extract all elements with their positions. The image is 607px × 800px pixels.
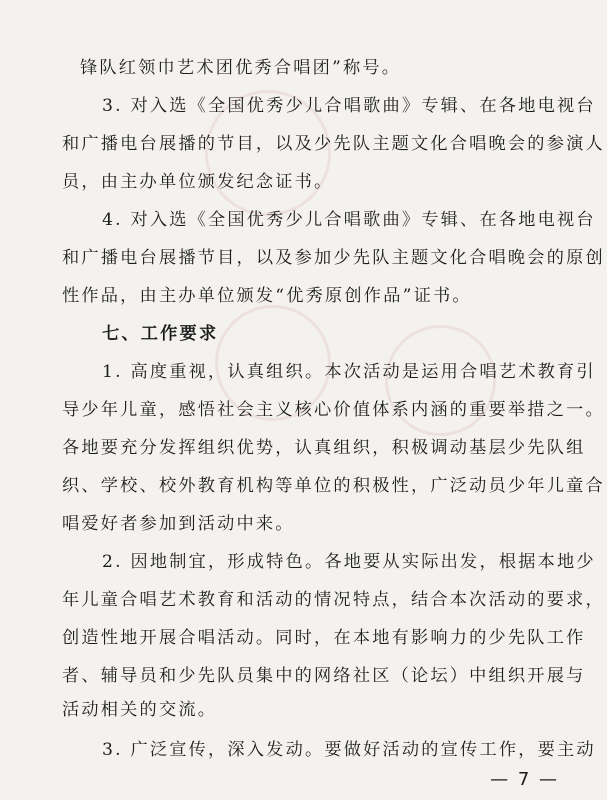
text-line-15: 年儿童合唱艺术教育和活动的情况特点，结合本次活动的要求， <box>62 590 605 610</box>
text-line-14: 2. 因地制宜，形成特色。各地要从实际出发，根据本地少 <box>102 552 596 572</box>
text-line-13: 唱爱好者参加到活动中来。 <box>62 514 295 534</box>
text-line-10: 导少年儿童，感悟社会主义核心价值体系内涵的重要举措之一。 <box>62 400 605 420</box>
text-line-12: 织、学校、校外教育机构等单位的积极性，广泛动员少年儿童合 <box>62 476 605 496</box>
text-line-2: 3. 对入选《全国优秀少儿合唱歌曲》专辑、在各地电视台 <box>102 96 596 116</box>
text-line-4: 员，由主办单位颁发纪念证书。 <box>62 172 334 192</box>
section-heading: 七、工作要求 <box>102 324 219 344</box>
text-line-16: 创造性地开展合唱活动。同时，在本地有影响力的少先队工作 <box>62 628 586 648</box>
text-line-19: 3. 广泛宣传，深入发动。要做好活动的宣传工作，要主动 <box>102 740 596 760</box>
text-line-3: 和广播电台展播的节目，以及少先队主题文化合唱晚会的参演人 <box>62 134 605 154</box>
text-line-6: 和广播电台展播节目，以及参加少先队主题文化合唱晚会的原创 <box>62 248 605 268</box>
text-line-18: 活动相关的交流。 <box>62 700 218 720</box>
text-line-17: 者、辅导员和少先队员集中的网络社区（论坛）中组织开展与 <box>62 666 586 686</box>
text-line-7: 性作品，由主办单位颁发“优秀原创作品”证书。 <box>62 286 472 306</box>
text-line-5: 4. 对入选《全国优秀少儿合唱歌曲》专辑、在各地电视台 <box>102 210 596 230</box>
page-number: — 7 — <box>490 769 559 790</box>
text-line-1: 锋队红领巾艺术团优秀合唱团”称号。 <box>80 58 402 78</box>
text-line-9: 1. 高度重视，认真组织。本次活动是运用合唱艺术教育引 <box>102 362 596 382</box>
text-line-11: 各地要充分发挥组织优势，认真组织，积极调动基层少先队组 <box>62 438 586 458</box>
